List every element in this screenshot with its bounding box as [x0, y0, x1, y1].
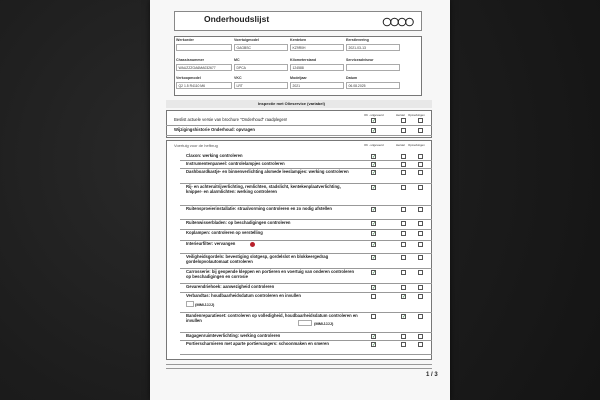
row-ok-checkbox[interactable]: ✓	[372, 254, 377, 261]
info-value: 2021	[292, 84, 301, 88]
info-label: Modeljaar	[290, 76, 307, 80]
info-value: Q2 1.5 R4110 M6	[178, 84, 206, 88]
row-ok-checkbox[interactable]: ✓	[372, 333, 377, 340]
row-herstel-checkbox[interactable]	[401, 334, 406, 339]
checklist-row-text: Gevarendriehoek: aanwezigheid controleren	[186, 284, 275, 289]
row-opmerking-checkbox[interactable]	[418, 221, 423, 226]
row-ok-checkbox[interactable]: ✓	[372, 153, 377, 160]
row-herstel-checkbox[interactable]	[401, 242, 406, 247]
info-value: GAGBSC	[236, 46, 252, 50]
info-value: KZ9R0H	[292, 46, 306, 50]
info-value: 2021-03-13	[348, 46, 366, 50]
info-label: VKC	[234, 76, 242, 80]
row-opmerking-checkbox[interactable]	[418, 185, 423, 190]
row-opmerking-checkbox[interactable]	[418, 231, 423, 236]
checklist-sheet	[150, 0, 450, 400]
row-divider	[166, 135, 432, 136]
row-ok-checkbox[interactable]: ✓	[372, 220, 377, 227]
info-label: Eerstlevering	[346, 38, 369, 42]
col-header-herstel: Herstel	[396, 113, 405, 117]
date-input-field[interactable]	[186, 301, 194, 307]
row-herstel-checkbox[interactable]	[401, 185, 406, 190]
row-ok-checkbox[interactable]	[371, 294, 376, 299]
info-value: LRT	[236, 84, 243, 88]
row-opmerking-checkbox[interactable]	[418, 270, 423, 275]
blank-line-1	[166, 364, 432, 365]
page-number: 1 / 3	[426, 372, 438, 378]
row-divider	[166, 125, 432, 126]
row-divider	[180, 354, 432, 355]
info-value: DPCA	[236, 66, 246, 70]
inspection-header: Inspectie met Olieservice (variabel)	[258, 101, 325, 106]
checklist-row-text: Verbandtas: houdbaarheidsdatum controleren en invullen	[186, 293, 301, 298]
row-herstel-checkbox[interactable]	[401, 285, 406, 290]
first-aid-date-hint: (MM/JJJJ)	[195, 302, 215, 307]
info-field[interactable]	[176, 64, 232, 71]
row-opmerking-checkbox[interactable]	[418, 334, 423, 339]
section-title: Voertuig voor de hefbrug	[174, 143, 218, 148]
row-opmerking-checkbox[interactable]	[418, 294, 423, 299]
row-opmerking-checkbox[interactable]	[418, 242, 423, 247]
checklist-row-text: Ruitenwisserbladen: op beschadigingen controleren	[186, 220, 291, 225]
col-header-herstel-2: Herstel	[396, 143, 405, 147]
row-opmerking-checkbox[interactable]	[418, 342, 423, 347]
info-label: Chassisnummer	[176, 58, 204, 62]
date-input-field[interactable]	[298, 320, 312, 326]
row-herstel-checkbox[interactable]	[401, 255, 406, 260]
row-herstel-checkbox[interactable]	[401, 207, 406, 212]
checklist-row-text: Bagagenruimteverlichting: werking controleren	[186, 333, 281, 338]
checklist-row-text: Veiligheidsgordels: bevestiging slotgesp, gordelslot en blokkeergedrag gordelopvolautomaat controleren	[186, 254, 329, 265]
row-ok-checkbox[interactable]: ✓	[372, 206, 377, 213]
row-herstel-checkbox[interactable]: ✓	[402, 313, 407, 320]
row-opmerking-checkbox[interactable]	[418, 314, 423, 319]
row-ok-checkbox[interactable]: ✓	[372, 230, 377, 237]
info-field[interactable]	[234, 44, 288, 51]
row-ok-checkbox[interactable]: ✓	[372, 184, 377, 191]
info-field[interactable]	[290, 64, 344, 71]
row-herstel-checkbox[interactable]	[401, 270, 406, 275]
row-ok-checkbox[interactable]: ✓	[372, 241, 377, 248]
top-row-ok-checkbox[interactable]: ✓	[372, 118, 377, 124]
info-field[interactable]	[176, 44, 232, 51]
col-header-ok-2: OK - uitgevoerd	[364, 143, 384, 147]
row-herstel-checkbox[interactable]	[401, 221, 406, 226]
top-row-opmerking-checkbox[interactable]	[418, 118, 423, 123]
row-opmerking-checkbox[interactable]	[418, 162, 423, 167]
top-row-text: Beslist actuele versie van brochure "Onderhoud" raadplegen!	[174, 117, 288, 122]
info-label: Kilometerstand	[290, 58, 317, 62]
checklist-row-text: Bandenreparatieset: controleren op volledigheid, houdbaarheidsdatum controleren en invullen	[186, 313, 358, 324]
row-opmerking-checkbox[interactable]	[418, 154, 423, 159]
checklist-row-text: Ruitensproeierinstallatie: straalvorming controleren en zo nodig afstellen	[186, 206, 332, 211]
row-herstel-checkbox[interactable]	[401, 231, 406, 236]
info-field[interactable]	[290, 82, 344, 89]
row-ok-checkbox[interactable]	[371, 314, 376, 319]
top-notes-box	[166, 110, 432, 138]
col-header-opmerkingen: Opmerkingen	[408, 113, 425, 117]
row-herstel-checkbox[interactable]	[401, 162, 406, 167]
info-value: 06.08.2025	[348, 84, 366, 88]
info-value: WAUZZZGA6MA032677	[178, 66, 216, 70]
col-header-opmerkingen-2: Opmerkingen	[408, 143, 425, 147]
info-label: Datum	[346, 76, 358, 80]
row-herstel-checkbox[interactable]	[401, 154, 406, 159]
info-field[interactable]	[234, 82, 288, 89]
top-row-herstel-checkbox[interactable]	[401, 128, 406, 133]
checklist-row-text: Rij- en achteruitrijverlichting, remlichten, stadslicht, kentekenplaatverlichting, knipper- en alarmlichten: werking controleren	[186, 184, 341, 195]
row-herstel-checkbox[interactable]	[401, 342, 406, 347]
info-field[interactable]	[176, 82, 232, 89]
audi-logo-icon	[382, 17, 416, 27]
checklist-row-text: Claxon: werking controleren	[186, 153, 243, 158]
checklist-row-text: Dashboardkastje- en binnenverlichting alsmede leeslampjes: werking controleren	[186, 169, 349, 174]
checklist-row-text: Koplampen: controleren op verstelling	[186, 230, 263, 235]
top-row-herstel-checkbox[interactable]	[401, 118, 406, 123]
info-label: Verkoopmodel	[176, 76, 201, 80]
row-herstel-checkbox[interactable]: ✓	[402, 293, 407, 300]
repair-kit-date-hint: (MM/JJJJ)	[314, 321, 334, 326]
blank-line-2	[166, 368, 432, 369]
col-header-ok: OK - uitgevoerd	[364, 113, 384, 117]
checklist-row-text: Portierscharnieren met aparte portiervangers: schoonmaken en smeren	[186, 341, 329, 346]
top-row-ok-checkbox[interactable]: ✓	[372, 128, 377, 134]
row-herstel-checkbox[interactable]	[401, 170, 406, 175]
info-label: MC	[234, 58, 240, 62]
row-opmerking-checkbox[interactable]	[418, 285, 423, 290]
info-field[interactable]	[346, 44, 400, 51]
top-row-opmerking-checkbox[interactable]	[418, 128, 423, 133]
info-label: Serviceadviseur	[346, 58, 374, 62]
row-ok-checkbox[interactable]: ✓	[372, 161, 377, 168]
info-label: Werkorder	[176, 38, 194, 42]
info-value: 124588	[292, 66, 304, 70]
row-opmerking-checkbox[interactable]	[418, 255, 423, 260]
row-opmerking-checkbox[interactable]	[418, 170, 423, 175]
info-field[interactable]	[234, 64, 288, 71]
checklist-row-text: Carrosserie: bij geopende kleppen en portieren en voertuig van onderen controleren op beschadigingen en corrosie	[186, 269, 355, 280]
row-opmerking-checkbox[interactable]	[418, 207, 423, 212]
top-row-text: Wijzigingshistorie Onderhoud: opvragen	[174, 127, 255, 132]
red-marker-dot	[250, 242, 255, 247]
info-label: Kenteken	[290, 38, 307, 42]
checklist-row-text: Instrumentenpaneel: controlelampjes controleren	[186, 161, 285, 166]
info-field[interactable]	[346, 64, 400, 71]
checklist-row-text: Interieurfilter: vervangen	[186, 241, 236, 246]
info-label: Voertuigmodel	[234, 38, 259, 42]
info-field[interactable]	[346, 82, 400, 89]
row-ok-checkbox[interactable]: ✓	[372, 284, 377, 291]
row-ok-checkbox[interactable]: ✓	[372, 169, 377, 176]
row-ok-checkbox[interactable]: ✓	[372, 269, 377, 276]
page-title: Onderhoudslijst	[204, 14, 270, 24]
info-field[interactable]	[290, 44, 344, 51]
row-ok-checkbox[interactable]: ✓	[372, 341, 377, 348]
